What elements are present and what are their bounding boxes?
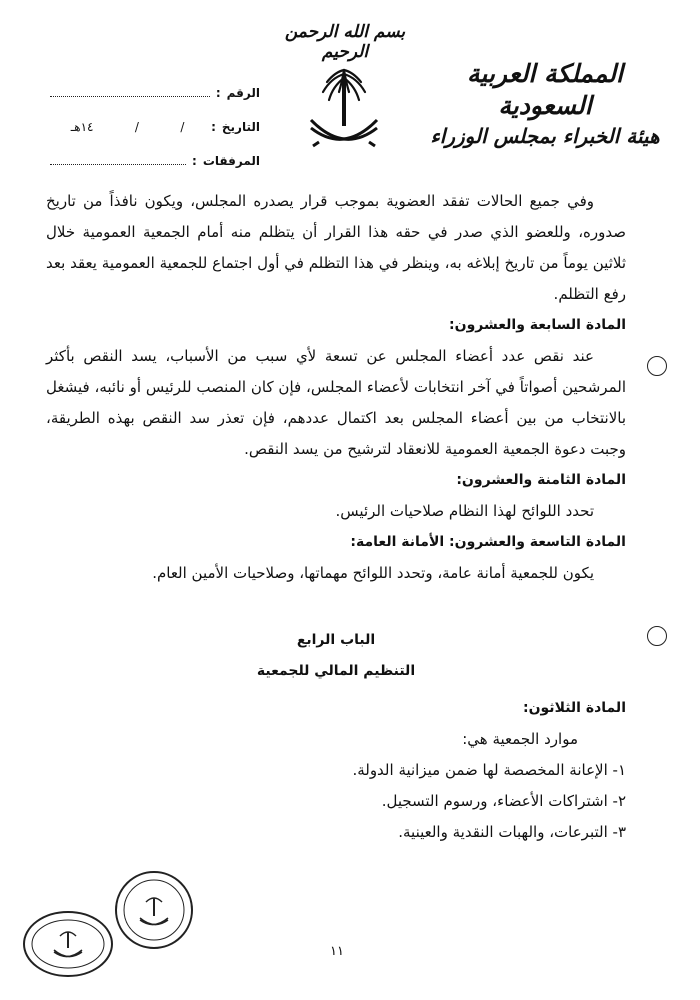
list-item: ١- الإعانة المخصصة لها ضمن ميزانية الدولة.: [352, 761, 626, 779]
official-seal-stamp-icon: [112, 868, 196, 952]
reference-field-line: [50, 84, 210, 97]
paragraph-membership: وفي جميع الحالات تفقد العضوية بموجب قرار يصدره المجلس، ويكون نافذاً من تاريخ صدوره، وللعضو الذي صدر في حقه هذا القرار أن يتظلم منه أمام الجمعية العمومية خلال ثلاثين يوماً من تاريخ إبلاغه به، وينظر في هذا التظلم في أول اجتماع للجمعية العمومية يعقد بعد رفع التظلم.: [46, 192, 626, 303]
reference-label: الرقم: [226, 86, 260, 100]
margin-hole-mark: [647, 356, 667, 376]
chapter-subtitle: التنظيم المالي للجمعية: [256, 663, 416, 679]
date-field: / / ١٤هـ: [70, 120, 185, 134]
article-27-text: عند نقص عدد أعضاء المجلس عن تسعة لأي سبب من الأسباب، يسد النقص بأكثر المرشحين أصواتاً في آخر انتخابات لأعضاء المجلس، فإن كان المنصب للرئيس أو نائبه، فيشغل بالانتخاب من بين أعضاء المجلس بعد اكتمال عددهم، فإن تعذر سد النقص بهذه الطريقة، وجبت دعوة الجمعية العمومية للانعقاد لترشيح من يسد النقص.: [46, 347, 626, 458]
article-30-text: موارد الجمعية هي:: [462, 730, 578, 748]
official-seal-stamp-icon: [20, 908, 116, 980]
article-29-heading: المادة التاسعة والعشرون: الأمانة العامة:: [350, 534, 626, 550]
date-label: التاريخ: [221, 120, 260, 134]
org-line-1: المملكة العربية السعودية: [467, 59, 623, 120]
organization-name: [420, 58, 670, 150]
article-27-heading: المادة السابعة والعشرون:: [449, 317, 626, 333]
article-28-heading: المادة الثامنة والعشرون:: [456, 472, 626, 488]
date-row: التاريخ : / / ١٤هـ: [50, 100, 260, 134]
attachments-label: المرفقات: [202, 154, 260, 168]
attachments-field-line: [50, 152, 186, 165]
attachments-row: المرفقات :: [50, 134, 260, 168]
document-meta: [50, 66, 260, 168]
palm-swords-emblem-icon: [305, 62, 383, 162]
margin-hole-mark: [647, 626, 667, 646]
list-item: ٢- اشتراكات الأعضاء، ورسوم التسجيل.: [381, 792, 626, 810]
org-line-2: هيئة الخبراء بمجلس الوزراء: [430, 124, 660, 148]
chapter-title: الباب الرابع: [296, 632, 376, 648]
reference-row: الرقم :: [50, 66, 260, 100]
document-body: [46, 186, 626, 848]
article-30-heading: المادة الثلاثون:: [522, 700, 626, 716]
hijri-suffix: ١٤هـ: [70, 120, 94, 134]
article-29-text: يكون للجمعية أمانة عامة، وتحدد اللوائح مهماتها، وصلاحيات الأمين العام.: [152, 564, 594, 582]
bismillah: بسم الله الرحمن الرحيم: [284, 22, 406, 62]
page-number: ١١: [330, 944, 344, 959]
article-28-text: تحدد اللوائح لهذا النظام صلاحيات الرئيس.: [335, 502, 594, 520]
list-item: ٣- التبرعات، والهبات النقدية والعينية.: [398, 823, 626, 841]
